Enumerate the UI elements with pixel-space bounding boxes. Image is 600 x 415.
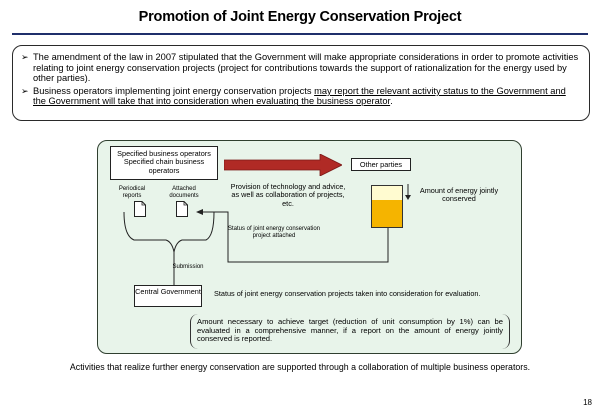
title-divider — [12, 33, 588, 35]
other-parties-box — [351, 158, 411, 171]
amount-jointly-conserved-label: Amount of energy jointly conserved — [419, 186, 499, 204]
periodical-reports-label: Periodical reports — [118, 186, 146, 199]
specified-chain-operators-label: Specified chain business operators — [123, 157, 205, 175]
bullet-item — [21, 86, 581, 107]
bullet-text-end: . — [390, 96, 393, 107]
submission-label: Submission — [172, 264, 204, 270]
other-parties-label: Other parties — [359, 160, 403, 169]
bullet-text: Business operators implementing joint energy conservation projects — [33, 85, 315, 96]
specified-operators-label: Specified business operators — [117, 149, 211, 158]
bullet-arrow-icon: ➢ — [21, 85, 29, 96]
provision-arrow-icon — [224, 154, 342, 176]
bullet-item — [21, 52, 581, 84]
energy-tank-fill — [372, 200, 402, 227]
footer-summary: Activities that realize further energy conservation are supported through a collaboration of multiple business operators. — [69, 362, 531, 372]
status-attached-label: Status of joint energy conservation project attached — [227, 226, 321, 239]
page-title: Promotion of Joint Energy Conservation Project — [138, 9, 462, 25]
provision-text: Provision of technology and advice, as well as collaboration of projects, etc. — [230, 182, 346, 208]
page-number: 18 — [583, 398, 592, 407]
bullet-text: The amendment of the law in 2007 stipulated that the Government will make appropriate considerations in order to promote activities relating to joint energy conservation projects (project for contributions towards the support of rationalization for the energy used by other parties). — [33, 52, 579, 84]
central-government-label: Central Government — [135, 287, 201, 296]
energy-tank-icon — [371, 185, 403, 228]
bullet-arrow-icon: ➢ — [21, 52, 29, 62]
attached-document-icon — [176, 201, 188, 217]
attached-documents-label: Attached documents — [169, 186, 199, 199]
specified-operators-box — [110, 146, 218, 180]
note-box — [190, 314, 510, 349]
bullet-underlined-text: may report the relevant activity status to the Government and the Government will take that into consideration when evaluating the business operator — [33, 85, 566, 107]
summary-box — [12, 45, 590, 121]
periodical-report-document-icon — [134, 201, 146, 217]
status-considered-text: Status of joint energy conservation projects taken into consideration for evaluation. — [214, 289, 481, 298]
central-government-box — [134, 285, 202, 307]
note-text: Amount necessary to achieve target (reduction of unit consumption by 1%) can be evaluated in a comprehensive manner, if a report on the amount of energy jointly conserved is reported. — [197, 317, 503, 344]
